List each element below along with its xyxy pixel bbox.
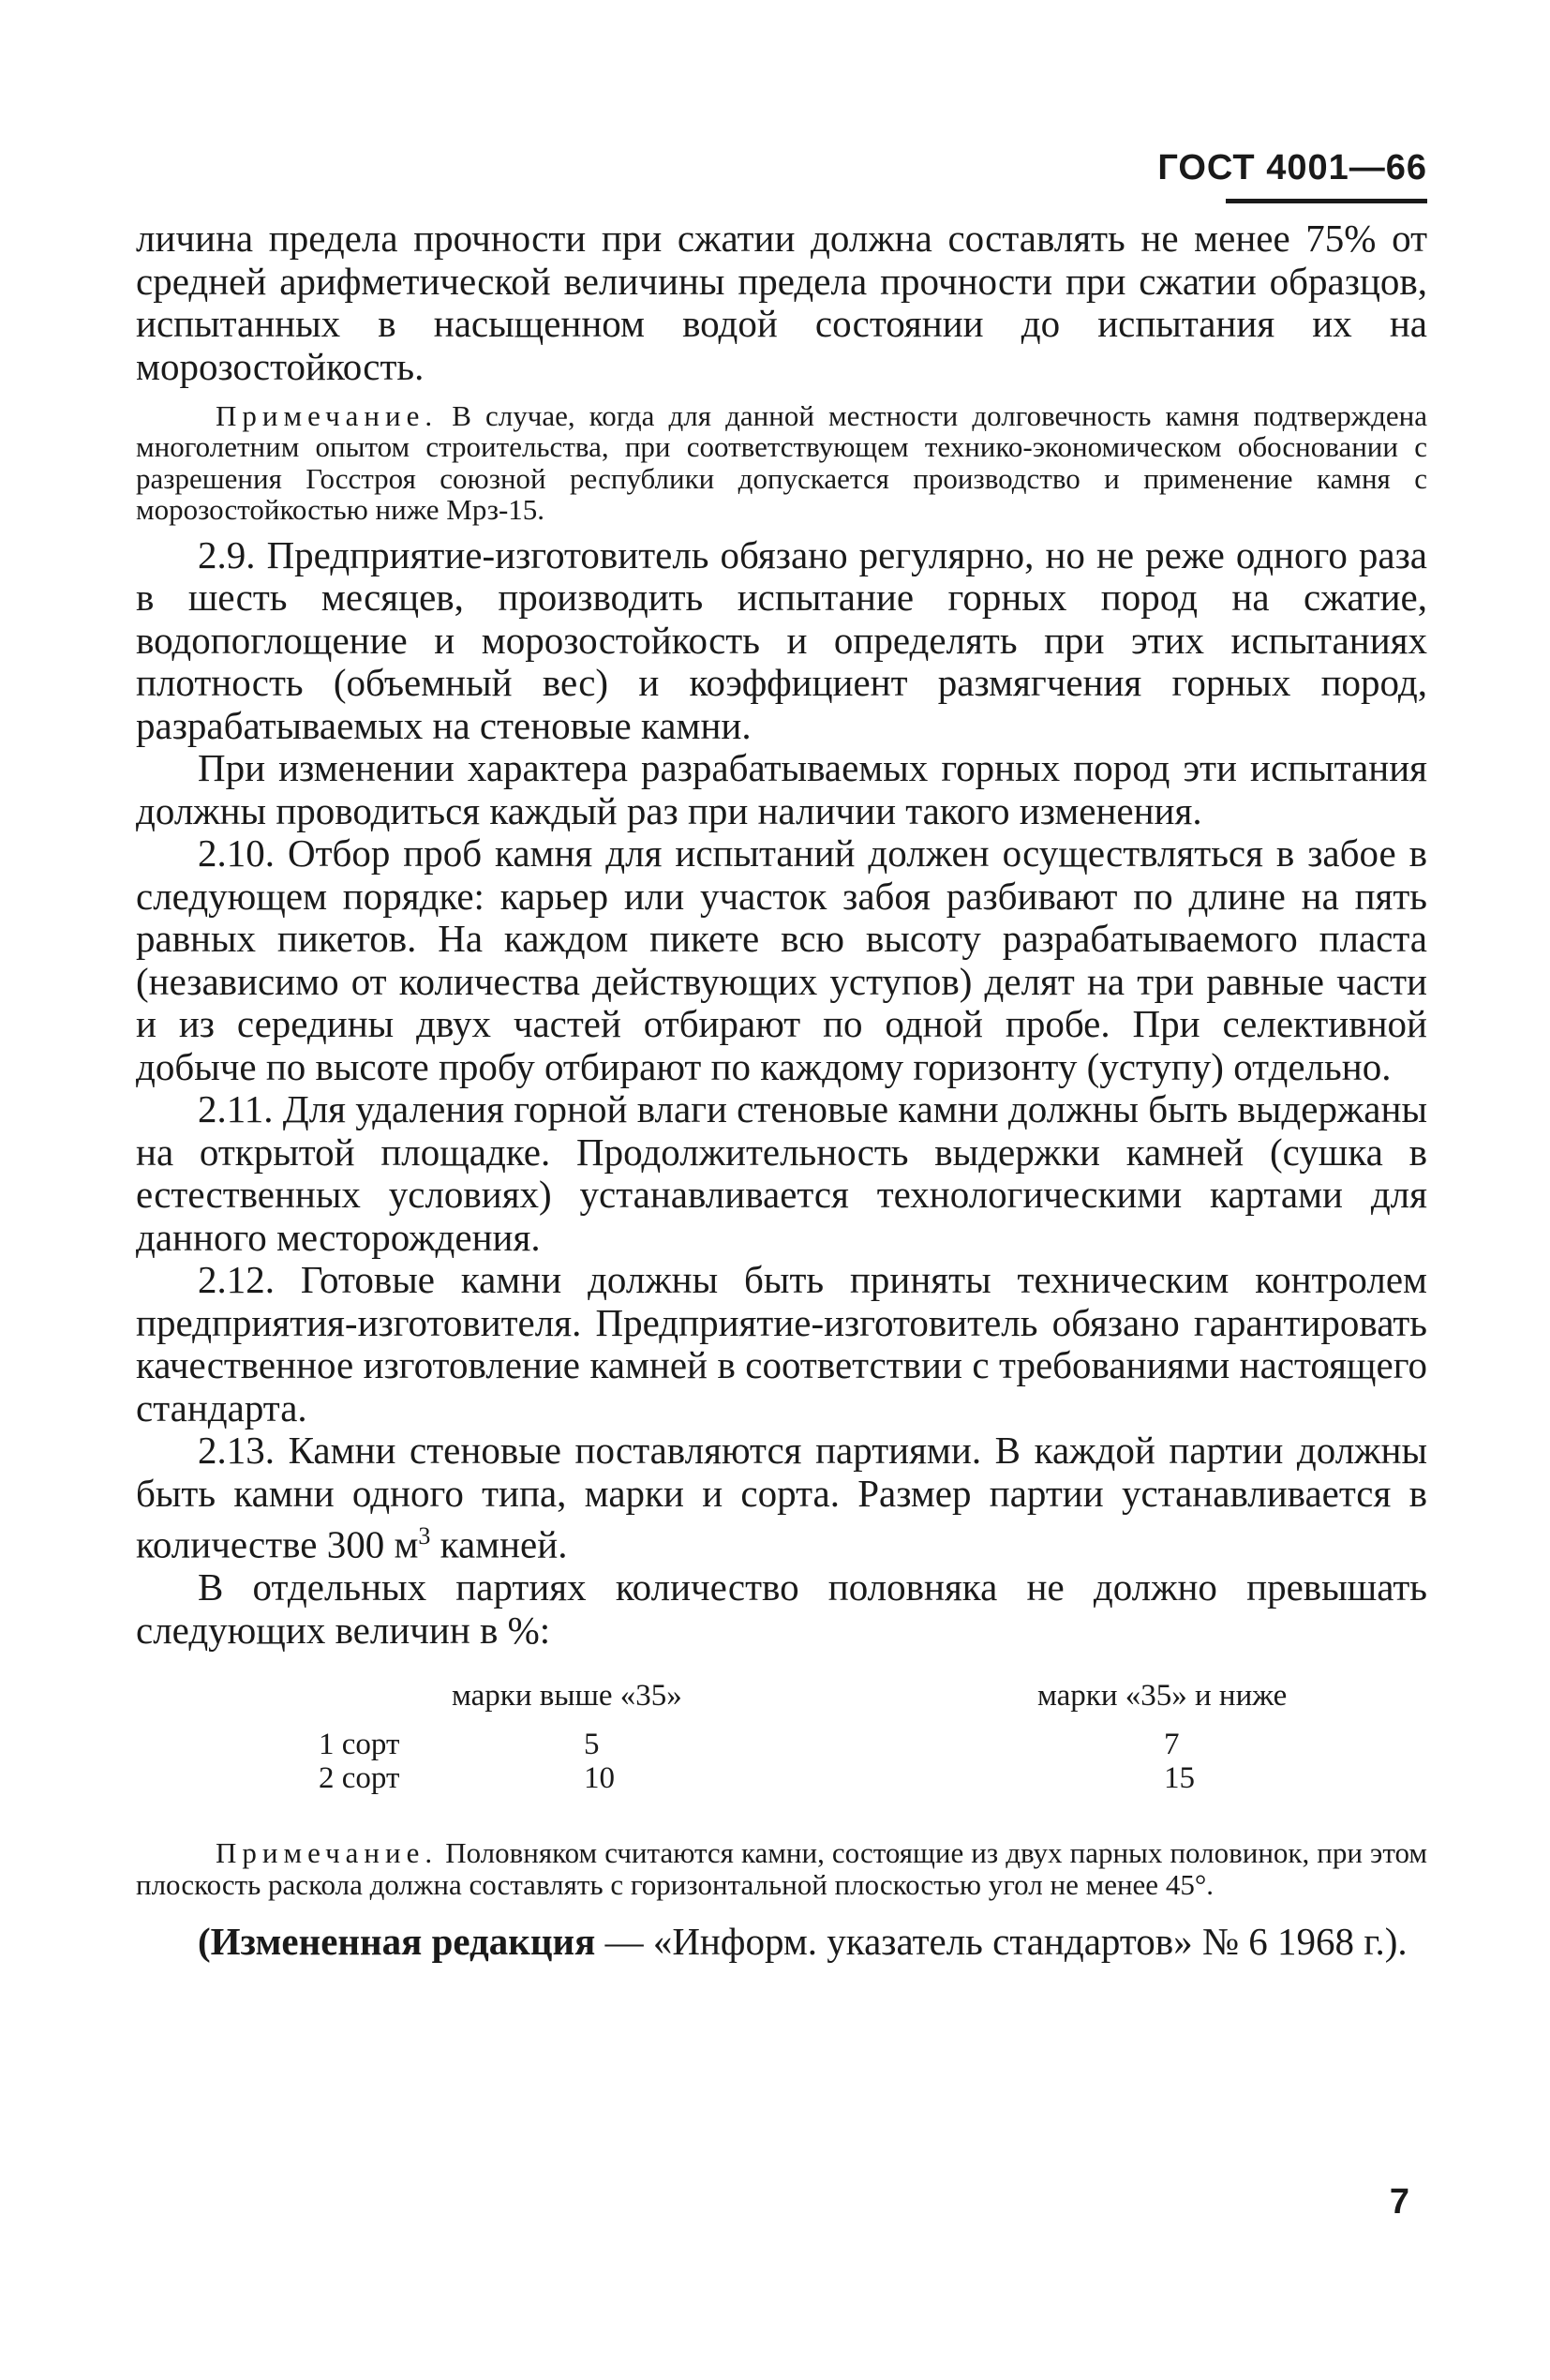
note-1-label: Примечание.: [216, 399, 439, 432]
clause-2-13-cont: В отдельных партиях количество половняка не должно превышать следующих величин в %:: [136, 1565, 1427, 1652]
table-header-35-and-below: марки «35» и ниже: [1037, 1679, 1288, 1714]
table-row-label: 2 сорт: [319, 1761, 400, 1796]
page-body: [136, 217, 1427, 1964]
table-header-above-35: марки выше «35»: [452, 1679, 682, 1714]
amendment-label: (Измененная редакция: [198, 1920, 596, 1964]
halfstone-table: [136, 1678, 1427, 1837]
note-2-label: Примечание.: [216, 1836, 439, 1870]
clause-2-11: 2.11. Для удаления горной влаги стеновые камни должны быть выдержаны на открытой площадке. Продолжительность выдержки камней (сушка в естественных условиях) устанавливается технологическими картами для данного месторождения.: [136, 1087, 1427, 1259]
note-1: [136, 400, 1427, 526]
page-number: 7: [1389, 2182, 1409, 2222]
clause-2-13: [136, 1429, 1427, 1566]
table-cell: 5: [584, 1728, 600, 1762]
clause-2-13-end: камней.: [430, 1522, 568, 1566]
note-2: [136, 1837, 1427, 1900]
amendment-text: — «Информ. указатель стандартов» № 6 1968 г.).: [595, 1920, 1408, 1964]
clause-2-9-cont: При изменении характера разрабатываемых горных пород эти испытания должны проводиться каждый раз при наличии такого изменения.: [136, 746, 1427, 832]
note-2-text: Половняком считаются камни, состоящие из двух парных половинок, при этом плоскость раскола должна составлять с горизонтальной плоскостью угол не менее 45°.: [136, 1836, 1427, 1901]
table-row-label: 1 сорт: [319, 1728, 400, 1762]
table-cell: 7: [1164, 1728, 1180, 1762]
clause-2-12: 2.12. Готовые камни должны быть приняты техническим контролем предприятия-изготовителя. Предприятие-изготовитель обязано гарантировать качественное изготовление камней в соответствии с требованиями настоящего стандарта.: [136, 1258, 1427, 1429]
superscript-3: 3: [418, 1522, 431, 1550]
clause-2-10: 2.10. Отбор проб камня для испытаний должен осуществляться в забое в следующем порядке: карьер или участок забоя разбивают по длине на пять равных пикетов. На каждом пикете всю высоту разрабатываемого пласта (независимо от количества действующих уступов) делят на три равные части и из середины двух частей отбирают по одной пробе. При селективной добыче по высоте пробу отбирают по каждому горизонту (уступу) отдельно.: [136, 831, 1427, 1088]
amendment-note: [136, 1921, 1427, 1964]
clause-2-13-text: 2.13. Камни стеновые поставляются партиями. В каждой партии должны быть камни одного типа, марки и сорта. Размер партии устанавливается в количестве 300 м: [136, 1429, 1427, 1566]
clause-2-9: 2.9. Предприятие-изготовитель обязано регулярно, но не реже одного раза в шесть месяцев, производить испытание горных пород на сжатие, водопоглощение и морозостойкость и определять при этих испытаниях плотность (объемный вес) и коэффициент размягчения горных пород, разрабатываемых на стеновые камни.: [136, 532, 1427, 747]
document-header: ГОСТ 4001—66: [1157, 148, 1427, 187]
header-rule: [1226, 199, 1427, 203]
note-1-text: В случае, когда для данной местности долговечность камня подтверждена многолетним опытом строительства, при соответствующем технико-экономическом обосновании с разрешения Госстроя союзной республики допускается производство и применение камня с морозостойкостью ниже Мрз-15.: [136, 399, 1427, 527]
table-cell: 10: [584, 1761, 615, 1796]
paragraph-continuation: личина предела прочности при сжатии должна составлять не менее 75% от средней арифметической величины предела прочности при сжатии образцов, испытанных в насыщенном водой состоянии до испытания их на морозостойкость.: [136, 217, 1427, 388]
table-cell: 15: [1164, 1761, 1195, 1796]
